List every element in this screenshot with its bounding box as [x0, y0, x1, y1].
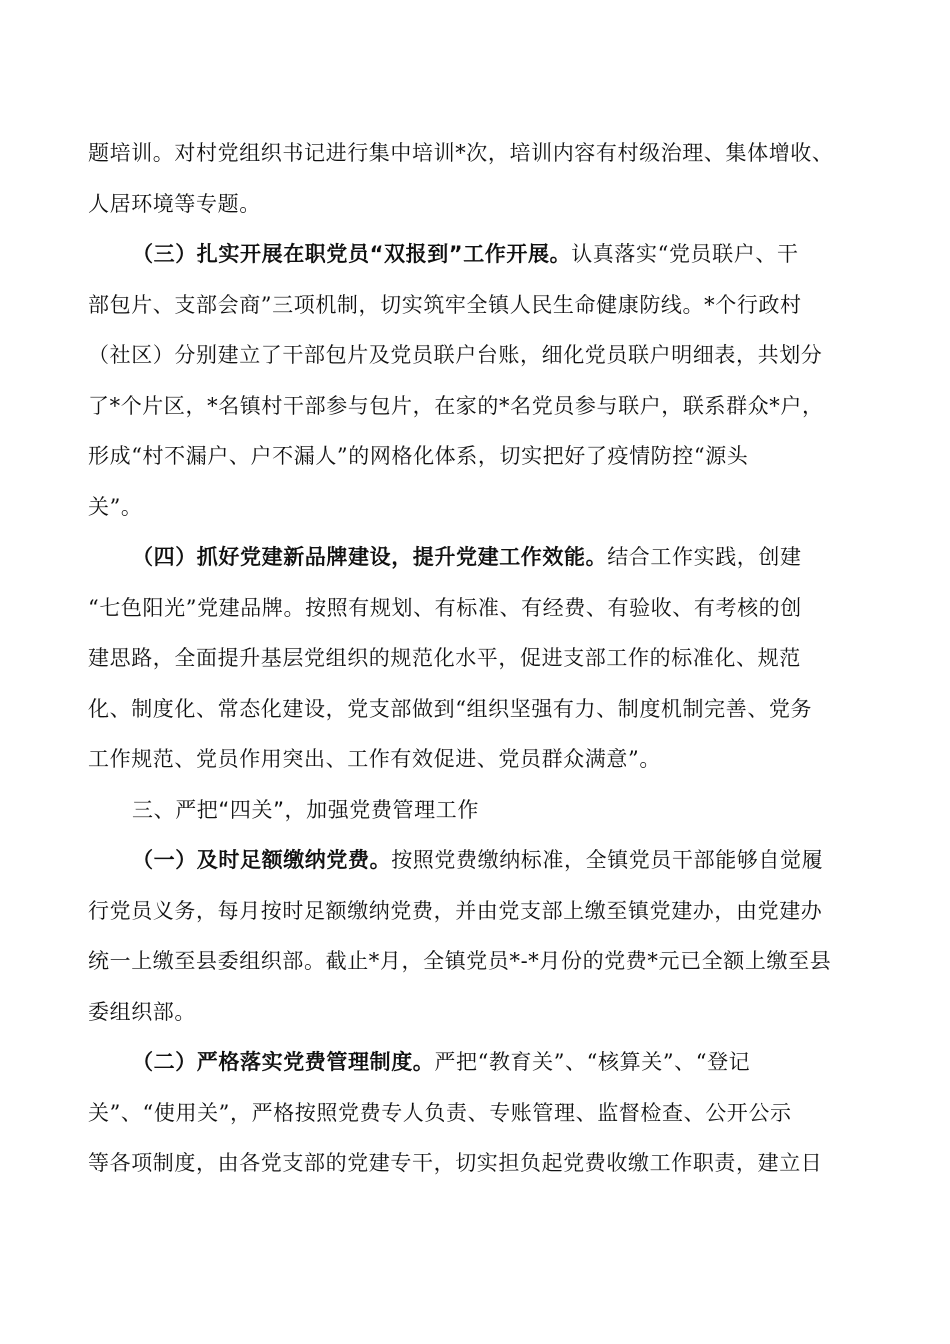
body-text: 建思路，全面提升基层党组织的规范化水平，促进支部工作的标准化、规范 — [88, 646, 801, 670]
section-heading — [88, 785, 852, 836]
body-text: 行党员义务，每月按时足额缴纳党费，并由党支部上缴至镇党建办，由党建办 — [88, 898, 823, 923]
subheading-text: （四）抓好党建新品牌建设，提升党建工作效能。 — [132, 545, 608, 569]
body-text: 结合工作实践，创建 — [607, 545, 802, 569]
paragraph-line — [88, 229, 852, 280]
body-text: 按照党费缴纳标准，全镇党员干部能够自觉履 — [391, 848, 824, 872]
document-body — [88, 128, 852, 1189]
body-text: 严把“教育关”、“核算关”、“登记 — [434, 1050, 751, 1074]
paragraph-line — [88, 936, 852, 987]
paragraph-line — [88, 583, 852, 634]
paragraph-line — [88, 1088, 852, 1139]
paragraph-line — [88, 987, 852, 1038]
paragraph-line — [88, 1037, 852, 1088]
body-text: 形成“村不漏户、户不漏人”的网格化体系，切实把好了疫情防控“源头 — [88, 444, 749, 468]
paragraph-line — [88, 280, 852, 331]
paragraph-line — [88, 734, 852, 785]
body-text: 关”、“使用关”，严格按照党费专人负责、专账管理、监督检查、公开公示 — [88, 1100, 792, 1125]
paragraph-line — [88, 684, 852, 735]
paragraph-line — [88, 179, 852, 230]
body-text: 人居环境等专题。 — [88, 191, 261, 216]
paragraph-line — [88, 1138, 852, 1189]
paragraph-line — [88, 128, 852, 179]
body-text: 委组织部。 — [88, 999, 196, 1024]
body-text: 工作规范、党员作用突出、工作有效促进、党员群众满意”。 — [88, 747, 661, 771]
body-text: 化、制度化、常态化建设，党支部做到“组织坚强有力、制度机制完善、党务 — [88, 696, 813, 721]
body-text: “七色阳光”党建品牌。按照有规划、有标准、有经费、有验收、有考核的创 — [88, 595, 802, 620]
body-text: 统一上缴至县委组织部。截止*月，全镇党员*-*月份的党费*元已全额上缴至县 — [88, 949, 832, 973]
body-text: （社区）分别建立了干部包片及党员联户台账，细化党员联户明细表，共划分 — [88, 343, 823, 367]
body-text: 等各项制度，由各党支部的党建专干，切实担负起党费收缴工作职责，建立日 — [88, 1151, 823, 1175]
body-text: 部包片、支部会商”三项机制，切实筑牢全镇人民生命健康防线。*个行政村 — [88, 292, 802, 317]
subheading-text: （一）及时足额缴纳党费。 — [132, 848, 392, 872]
body-text: 题培训。对村党组织书记进行集中培训*次，培训内容有村级治理、集体增收、 — [88, 141, 834, 165]
paragraph-line — [88, 532, 852, 583]
body-text: 了*个片区，*名镇村干部参与包片，在家的*名党员参与联户，联系群众*户， — [88, 393, 824, 418]
paragraph-line — [88, 482, 852, 533]
paragraph-line — [88, 886, 852, 937]
paragraph-line — [88, 330, 852, 381]
paragraph-line — [88, 431, 852, 482]
paragraph-line — [88, 633, 852, 684]
body-text: 关”。 — [88, 494, 143, 519]
subheading-text: （二）严格落实党费管理制度。 — [132, 1050, 435, 1074]
paragraph-line — [88, 835, 852, 886]
body-text: 三、严把“四关”，加强党费管理工作 — [132, 797, 479, 822]
paragraph-line — [88, 381, 852, 432]
body-text: 认真落实“党员联户、干 — [571, 242, 799, 266]
subheading-text: （三）扎实开展在职党员“双报到”工作开展。 — [132, 242, 572, 266]
